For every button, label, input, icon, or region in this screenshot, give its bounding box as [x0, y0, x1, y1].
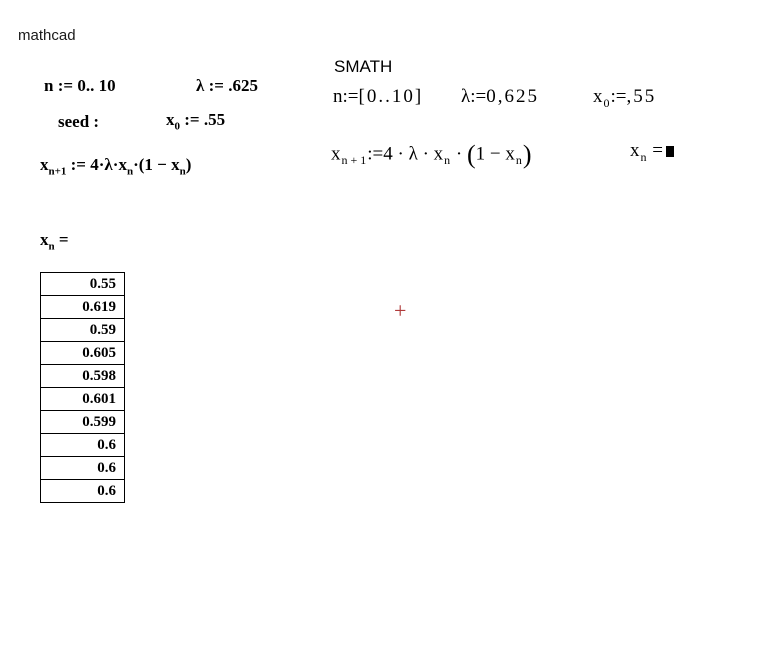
smath-n-assign-operator: :=: [342, 86, 359, 107]
table-row: [41, 365, 125, 388]
smath-recurrence-paren-close: ): [522, 140, 532, 169]
smath-result-expression[interactable]: [630, 140, 674, 165]
smath-canvas-crosshair-icon: +: [394, 298, 407, 323]
smath-n-variable: n: [333, 86, 343, 107]
result-cell: 0.598: [41, 365, 125, 388]
smath-recurrence-rhs-subscript: n: [444, 153, 451, 168]
mathcad-recurrence-assign-operator: :=: [70, 155, 86, 174]
mathcad-n-range-value: 0.. 10: [77, 76, 116, 95]
smath-result-subscript: n: [640, 150, 647, 165]
mathcad-lambda-definition[interactable]: [196, 76, 258, 96]
smath-recurrence-mid-operator: ·: [451, 143, 467, 165]
mathcad-lambda-variable: λ: [196, 76, 205, 95]
mathcad-result-variable: x: [40, 230, 49, 249]
mathcad-x0-assign-operator: :=: [184, 110, 200, 129]
result-cell: 0.59: [41, 319, 125, 342]
mathcad-recurrence-rhs: 4·λ·x: [90, 155, 127, 174]
smath-app-label: SMATH: [334, 57, 393, 76]
mathcad-results-table[interactable]: [40, 272, 125, 503]
result-cell: 0.599: [41, 411, 125, 434]
smath-recurrence-lhs-subscript: n + 1: [341, 153, 367, 168]
mathcad-x0-definition[interactable]: [166, 110, 225, 132]
mathcad-app-label: mathcad: [18, 27, 76, 44]
smath-n-definition[interactable]: [333, 86, 423, 108]
mathcad-results-table-body: [41, 273, 125, 503]
result-cell: 0.55: [41, 273, 125, 296]
table-row: [41, 273, 125, 296]
table-row: [41, 411, 125, 434]
mathcad-recurrence-factor-close: ): [185, 155, 192, 174]
result-cell: 0.6: [41, 434, 125, 457]
result-cell: 0.6: [41, 457, 125, 480]
mathcad-result-subscript: n: [48, 240, 55, 253]
smath-result-equals: =: [652, 140, 663, 161]
smath-recurrence-paren-open: (: [466, 140, 476, 169]
smath-result-variable: x: [630, 140, 640, 161]
table-row: [41, 388, 125, 411]
result-cell: 0.605: [41, 342, 125, 365]
smath-n-range-value: [0..10]: [358, 86, 424, 107]
mathcad-x0-variable: x: [166, 110, 175, 129]
smath-lambda-value: 0,625: [486, 86, 539, 107]
mathcad-result-label[interactable]: [40, 230, 69, 252]
result-cell: 0.6: [41, 480, 125, 503]
table-row: [41, 296, 125, 319]
mathcad-recurrence-lhs-variable: x: [40, 155, 49, 174]
mathcad-recurrence-equation[interactable]: [40, 155, 191, 177]
smath-recurrence-equation[interactable]: [331, 140, 532, 170]
mathcad-x0-value: .55: [203, 110, 226, 129]
mathcad-recurrence-rhs-subscript: n: [126, 165, 134, 178]
table-row: [41, 319, 125, 342]
table-row: [41, 457, 125, 480]
smath-recurrence-paren-subscript: n: [515, 153, 522, 168]
mathcad-n-assign-operator: :=: [57, 76, 74, 95]
mathcad-n-definition[interactable]: [44, 76, 116, 96]
mathcad-recurrence-factor-subscript: n: [179, 165, 186, 178]
smath-lambda-variable: λ: [461, 86, 471, 107]
smath-recurrence-lhs-variable: x: [331, 143, 341, 165]
table-row: [41, 480, 125, 503]
result-cell: 0.601: [41, 388, 125, 411]
smath-result-placeholder-cursor[interactable]: [666, 146, 674, 157]
mathcad-lambda-assign-operator: :=: [208, 76, 224, 95]
smath-x0-subscript: 0: [603, 96, 610, 111]
result-cell: 0.619: [41, 296, 125, 319]
mathcad-x0-subscript: 0: [174, 120, 180, 133]
smath-x0-variable: x: [593, 86, 603, 107]
mathcad-lambda-value: .625: [228, 76, 258, 95]
smath-x0-value: ,55: [626, 86, 657, 107]
mathcad-recurrence-lhs-subscript: n+1: [48, 165, 67, 178]
smath-lambda-definition[interactable]: [461, 86, 539, 108]
smath-x0-assign-operator: :=: [610, 86, 627, 107]
mathcad-recurrence-factor-open: ·(1 − x: [133, 155, 180, 174]
table-row: [41, 434, 125, 457]
smath-x0-definition[interactable]: [593, 86, 656, 111]
smath-lambda-assign-operator: :=: [470, 86, 487, 107]
smath-recurrence-paren-body: 1 − x: [475, 143, 515, 165]
mathcad-n-variable: n: [44, 76, 54, 95]
mathcad-result-equals: =: [58, 230, 69, 249]
mathcad-seed-label: seed :: [58, 112, 100, 131]
smath-recurrence-assign-operator: :=: [367, 143, 384, 165]
table-row: [41, 342, 125, 365]
smath-recurrence-rhs: 4 · λ · x: [383, 143, 444, 165]
